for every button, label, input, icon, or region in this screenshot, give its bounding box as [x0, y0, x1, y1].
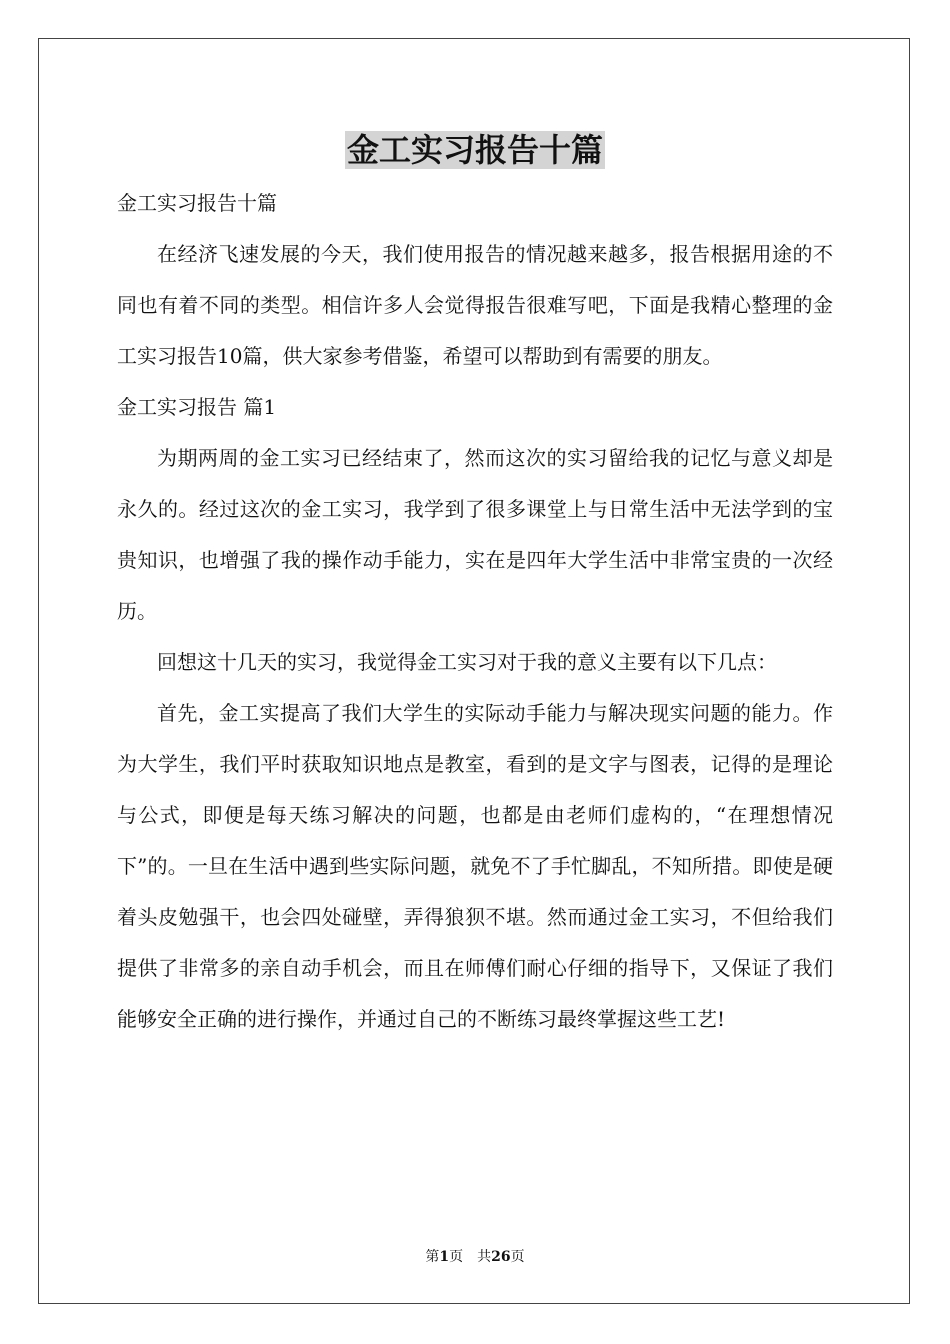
- document-body: [117, 178, 833, 1045]
- body-paragraph: 首先，金工实提高了我们大学生的实际动手能力与解决现实问题的能力。作为大学生，我们平时获取知识地点是教室，看到的是文字与图表，记得的是理论与公式，即便是每天练习解决的问题，也都是由老师们虚构的，“在理想情况下”的。一旦在生活中遇到些实际问题，就免不了手忙脚乱，不知所措。即使是硬着头皮勉强干，也会四处碰壁，弄得狼狈不堪。然而通过金工实习，不但给我们提供了非常多的亲自动手机会，而且在师傅们耐心仔细的指导下，又保证了我们能够安全正确的进行操作，并通过自己的不断练习最终掌握这些工艺!: [117, 701, 833, 1031]
- section-heading: 金工实习报告十篇: [117, 191, 277, 215]
- body-paragraph: 回想这十几天的实习，我觉得金工实习对于我的意义主要有以下几点：: [157, 650, 777, 674]
- page-footer: [0, 1247, 950, 1267]
- section-heading: 金工实习报告 篇1: [117, 395, 277, 419]
- page-number-suffix: 页: [510, 1249, 525, 1265]
- body-paragraph: 为期两周的金工实习已经结束了，然而这次的实习留给我的记忆与意义却是永久的。经过这次的金工实习，我学到了很多课堂上与日常生活中无法学到的宝贵知识，也增强了我的操作动手能力，实在是四年大学生活中非常宝贵的一次经历。: [117, 446, 833, 623]
- page-number-mid: 页 共: [449, 1249, 492, 1265]
- body-paragraph: 在经济飞速发展的今天，我们使用报告的情况越来越多，报告根据用途的不同也有着不同的类型。相信许多人会觉得报告很难写吧，下面是我精心整理的金工实习报告10篇，供大家参考借鉴，希望可以帮助到有需要的朋友。: [117, 242, 833, 368]
- page-number-prefix: 第: [425, 1249, 440, 1265]
- document-title-text: 金工实习报告十篇: [346, 131, 603, 169]
- current-page-number: 1: [439, 1249, 450, 1265]
- total-page-count: 26: [491, 1249, 511, 1265]
- document-title: [0, 128, 950, 172]
